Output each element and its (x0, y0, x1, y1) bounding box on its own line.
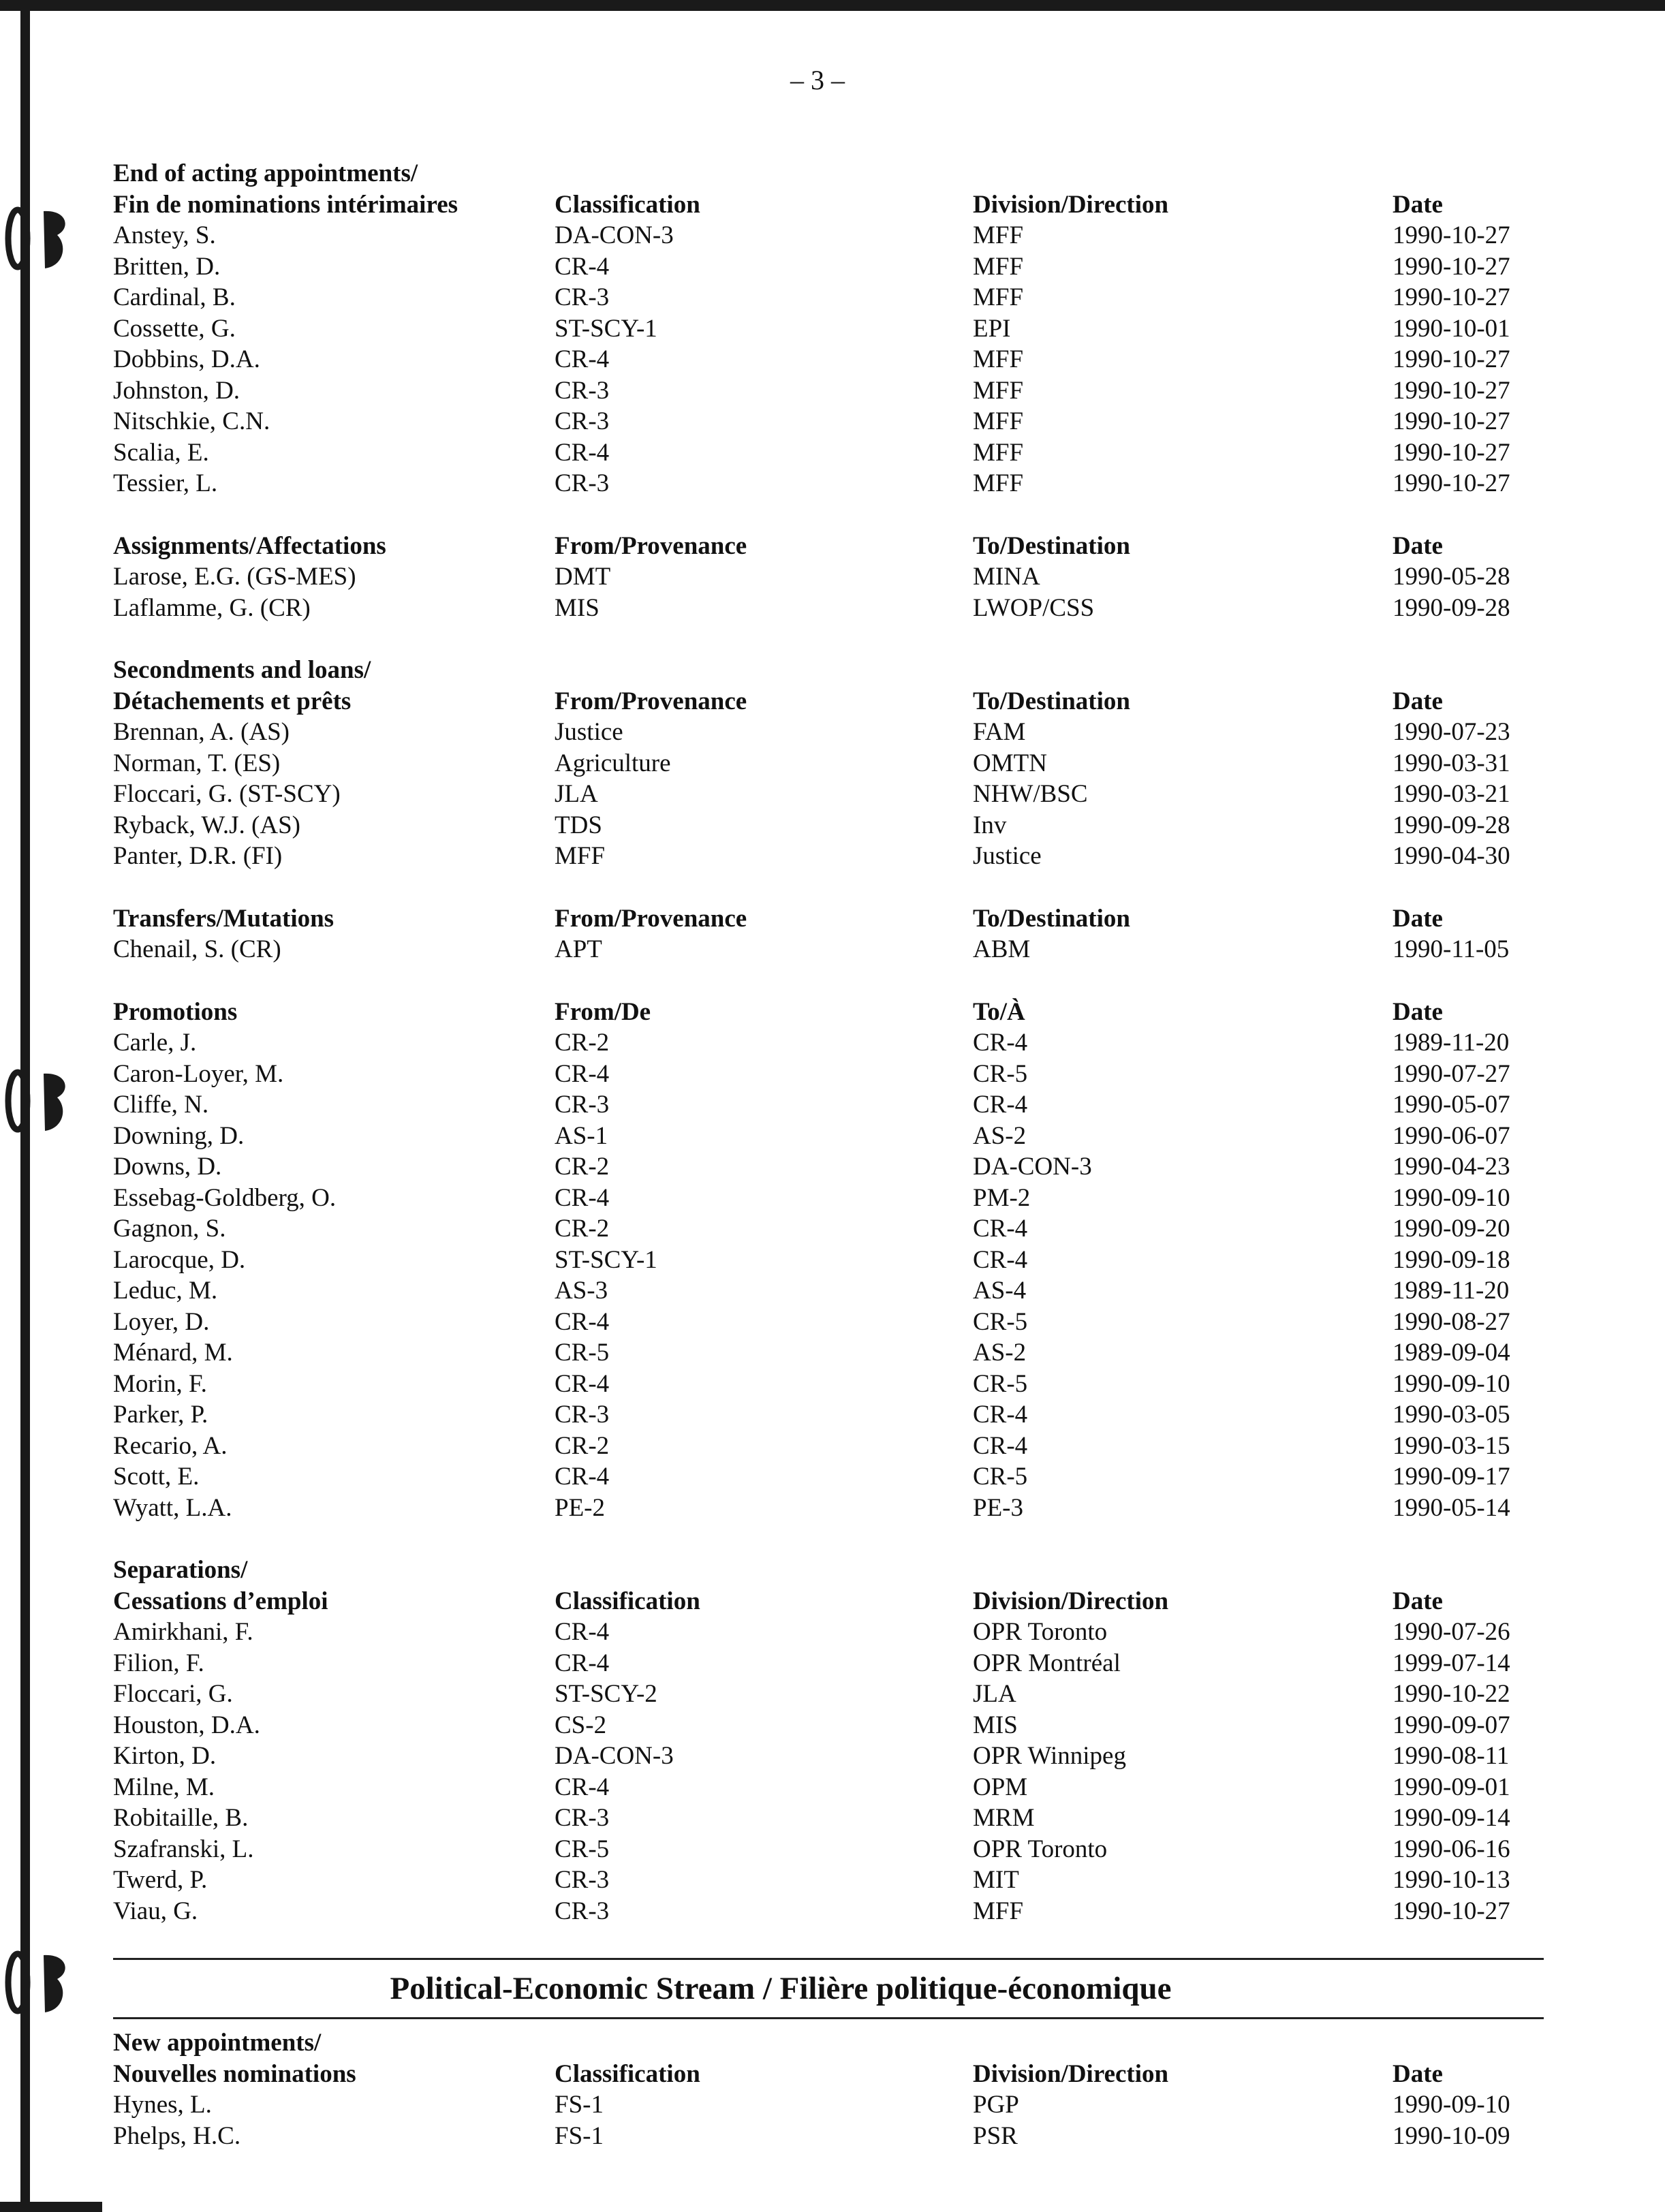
section-heading-row (113, 2059, 1544, 2090)
table-row (113, 220, 1544, 251)
column-spacer (555, 1555, 973, 1586)
table-row (113, 1151, 1544, 1183)
col-3-value: OPR Montréal (973, 1649, 1121, 1677)
column-header: Date (1392, 997, 1443, 1026)
section-heading-row (113, 686, 1544, 717)
col-2-value: CR-2 (555, 1431, 610, 1460)
employee-name: Nitschkie, C.N. (113, 407, 270, 435)
date-value: 1989-09-04 (1392, 1339, 1510, 1367)
column-header: To/Destination (973, 531, 1130, 560)
column-header: Division/Direction (973, 2059, 1169, 2088)
col-3-value: AS-2 (973, 1339, 1027, 1367)
col-2-value: CR-4 (555, 345, 610, 373)
col-3-value: CR-4 (973, 1245, 1028, 1274)
date-value: 1990-05-14 (1392, 1493, 1510, 1522)
binder-ring-mark (3, 198, 78, 279)
table-row (113, 1803, 1544, 1834)
date-value: 1990-09-18 (1392, 1245, 1510, 1274)
col-3-value: CR-4 (973, 1431, 1028, 1460)
col-3-value: CR-4 (973, 1215, 1028, 1243)
section-heading-row (113, 655, 1544, 686)
table-row (113, 593, 1544, 624)
col-2-value: ST-SCY-1 (555, 314, 657, 343)
column-header: Date (1392, 904, 1443, 933)
col-3-value: ABM (973, 935, 1031, 963)
date-value: 1990-10-27 (1392, 252, 1510, 281)
date-value: 1990-09-28 (1392, 811, 1510, 839)
column-header: To/À (973, 997, 1025, 1026)
date-value: 1990-03-15 (1392, 1431, 1510, 1460)
date-value: 1990-10-27 (1392, 469, 1510, 497)
personnel-section (113, 1555, 1544, 1927)
col-2-value: PE-2 (555, 1493, 605, 1522)
section-title: Secondments and loans/ (113, 656, 371, 684)
date-value: 1990-09-20 (1392, 1215, 1510, 1243)
column-header: Date (1392, 2059, 1443, 2088)
employee-name: Robitaille, B. (113, 1804, 249, 1832)
col-2-value: CR-4 (555, 1183, 610, 1212)
personnel-section (113, 158, 1544, 499)
binder-ring-mark (3, 1060, 78, 1142)
table-row (113, 1679, 1544, 1710)
scan-edge-top (0, 0, 1665, 11)
date-value: 1990-09-17 (1392, 1463, 1510, 1491)
col-3-value: DA-CON-3 (973, 1153, 1092, 1181)
employee-name: Cliffe, N. (113, 1091, 209, 1119)
col-3-value: CR-4 (973, 1401, 1028, 1429)
column-spacer (1392, 2027, 1544, 2059)
employee-name: Recario, A. (113, 1431, 228, 1460)
section-title: Détachements et prêts (113, 687, 352, 715)
employee-name: Milne, M. (113, 1773, 215, 1801)
col-2-value: MFF (555, 842, 606, 870)
col-3-value: MIT (973, 1866, 1019, 1894)
col-2-value: AS-1 (555, 1121, 608, 1150)
employee-name: Houston, D.A. (113, 1711, 260, 1739)
employee-name: Carle, J. (113, 1029, 197, 1057)
table-row (113, 282, 1544, 313)
column-header: To/Destination (973, 904, 1130, 933)
col-3-value: MFF (973, 469, 1024, 497)
col-3-value: CR-5 (973, 1059, 1028, 1088)
employee-name: Chenail, S. (CR) (113, 935, 281, 963)
col-2-value: CR-2 (555, 1153, 610, 1181)
column-spacer (973, 655, 1392, 686)
date-value: 1989-11-20 (1392, 1277, 1510, 1305)
date-value: 1990-03-05 (1392, 1401, 1510, 1429)
col-3-value: FAM (973, 718, 1026, 746)
section-heading-row (113, 1555, 1544, 1586)
binder-ring-mark (3, 1942, 78, 2023)
date-value: 1990-10-22 (1392, 1680, 1510, 1708)
col-2-value: CR-5 (555, 1339, 610, 1367)
col-2-value: DMT (555, 563, 611, 591)
table-row (113, 2089, 1544, 2121)
col-3-value: OPR Toronto (973, 1618, 1108, 1646)
col-3-value: OPR Winnipeg (973, 1742, 1126, 1770)
date-value: 1990-06-07 (1392, 1121, 1510, 1150)
column-header: Classification (555, 1587, 700, 1615)
col-3-value: MFF (973, 221, 1024, 249)
stream-section (113, 2027, 1544, 2151)
col-2-value: ST-SCY-2 (555, 1680, 657, 1708)
col-2-value: FS-1 (555, 2091, 604, 2119)
column-header: Date (1392, 531, 1443, 560)
date-value: 1990-07-23 (1392, 718, 1510, 746)
section-title: End of acting appointments/ (113, 159, 418, 187)
date-value: 1990-09-10 (1392, 1183, 1510, 1212)
col-2-value: Agriculture (555, 749, 671, 777)
col-2-value: CR-4 (555, 1059, 610, 1088)
table-row (113, 1337, 1544, 1369)
col-2-value: CR-3 (555, 1804, 610, 1832)
date-value: 1990-09-10 (1392, 2091, 1510, 2119)
table-row (113, 1399, 1544, 1431)
employee-name: Tessier, L. (113, 469, 218, 497)
table-row (113, 1896, 1544, 1927)
col-2-value: AS-3 (555, 1277, 608, 1305)
employee-name: Johnston, D. (113, 376, 240, 405)
personnel-section (113, 531, 1544, 624)
section-title: Promotions (113, 997, 238, 1026)
date-value: 1990-07-26 (1392, 1618, 1510, 1646)
section-title: Cessations d’emploi (113, 1587, 328, 1615)
employee-name: Kirton, D. (113, 1742, 217, 1770)
employee-name: Viau, G. (113, 1897, 198, 1925)
col-2-value: MIS (555, 593, 600, 622)
table-row (113, 779, 1544, 810)
date-value: 1990-10-13 (1392, 1866, 1510, 1894)
column-spacer (1392, 1555, 1544, 1586)
col-3-value: NHW/BSC (973, 780, 1088, 808)
col-2-value: ST-SCY-1 (555, 1245, 657, 1274)
table-row (113, 1461, 1544, 1493)
col-3-value: MIS (973, 1711, 1018, 1739)
table-row (113, 748, 1544, 779)
table-row (113, 375, 1544, 407)
table-row (113, 2121, 1544, 2152)
table-row (113, 841, 1544, 872)
date-value: 1990-10-27 (1392, 283, 1510, 311)
employee-name: Floccari, G. (113, 1680, 233, 1708)
column-spacer (555, 655, 973, 686)
col-3-value: PE-3 (973, 1493, 1023, 1522)
col-2-value: CR-4 (555, 1649, 610, 1677)
section-heading-row (113, 531, 1544, 562)
column-spacer (1392, 655, 1544, 686)
column-spacer (1392, 158, 1544, 189)
employee-name: Cossette, G. (113, 314, 236, 343)
col-2-value: JLA (555, 780, 598, 808)
employee-name: Britten, D. (113, 252, 221, 281)
col-2-value: CS-2 (555, 1711, 607, 1739)
table-row (113, 1089, 1544, 1121)
table-row (113, 1493, 1544, 1524)
col-2-value: CR-3 (555, 283, 610, 311)
section-title: Nouvelles nominations (113, 2059, 356, 2088)
stream-title: Political-Economic Stream / Filière politique-économique (390, 1971, 1172, 2006)
col-2-value: CR-3 (555, 376, 610, 405)
date-value: 1990-10-27 (1392, 407, 1510, 435)
table-row (113, 1617, 1544, 1648)
table-row (113, 1772, 1544, 1803)
date-value: 1990-09-14 (1392, 1804, 1510, 1832)
section-title: Fin de nominations intérimaires (113, 190, 458, 219)
section-heading-row (113, 903, 1544, 935)
table-row (113, 1275, 1544, 1307)
section-heading-row (113, 158, 1544, 189)
table-row (113, 1369, 1544, 1400)
scan-edge-bottom (0, 2202, 102, 2212)
date-value: 1989-11-20 (1392, 1029, 1510, 1057)
section-heading-row (113, 1586, 1544, 1617)
employee-name: Ryback, W.J. (AS) (113, 811, 300, 839)
column-spacer (555, 158, 973, 189)
col-2-value: CR-4 (555, 438, 610, 467)
col-2-value: CR-2 (555, 1215, 610, 1243)
column-spacer (973, 158, 1392, 189)
date-value: 1990-10-27 (1392, 1897, 1510, 1925)
col-2-value: TDS (555, 811, 602, 839)
section-title: Transfers/Mutations (113, 904, 334, 933)
employee-name: Phelps, H.C. (113, 2121, 241, 2150)
date-value: 1999-07-14 (1392, 1649, 1510, 1677)
date-value: 1990-08-11 (1392, 1742, 1510, 1770)
col-3-value: MFF (973, 407, 1024, 435)
column-header: From/Provenance (555, 531, 747, 560)
col-2-value: CR-4 (555, 252, 610, 281)
table-row (113, 1741, 1544, 1772)
table-row (113, 1213, 1544, 1245)
section-heading-row (113, 997, 1544, 1028)
table-row (113, 1834, 1544, 1865)
col-3-value: CR-5 (973, 1369, 1028, 1398)
col-2-value: DA-CON-3 (555, 221, 674, 249)
stream-bottom-rule (113, 2017, 1544, 2019)
table-row (113, 1027, 1544, 1059)
column-header: Date (1392, 1587, 1443, 1615)
date-value: 1990-03-31 (1392, 749, 1510, 777)
employee-name: Scalia, E. (113, 438, 209, 467)
date-value: 1990-10-01 (1392, 314, 1510, 343)
date-value: 1990-10-27 (1392, 345, 1510, 373)
col-3-value: AS-2 (973, 1121, 1027, 1150)
col-3-value: OPM (973, 1773, 1028, 1801)
table-row (113, 344, 1544, 375)
employee-name: Laflamme, G. (CR) (113, 593, 311, 622)
table-row (113, 1245, 1544, 1276)
employee-name: Ménard, M. (113, 1339, 233, 1367)
date-value: 1990-10-27 (1392, 221, 1510, 249)
col-2-value: CR-3 (555, 1897, 610, 1925)
employee-name: Filion, F. (113, 1649, 204, 1677)
table-row (113, 468, 1544, 499)
table-row (113, 1648, 1544, 1679)
employee-name: Scott, E. (113, 1463, 200, 1491)
col-2-value: CR-4 (555, 1618, 610, 1646)
employee-name: Brennan, A. (AS) (113, 718, 290, 746)
date-value: 1990-10-27 (1392, 376, 1510, 405)
col-3-value: Justice (973, 842, 1042, 870)
column-header: Classification (555, 2059, 700, 2088)
column-header: Classification (555, 190, 700, 219)
column-header: Date (1392, 190, 1443, 219)
column-header: From/De (555, 997, 651, 1026)
employee-name: Cardinal, B. (113, 283, 236, 311)
date-value: 1990-08-27 (1392, 1307, 1510, 1336)
col-3-value: PGP (973, 2091, 1019, 2119)
employee-name: Essebag-Goldberg, O. (113, 1183, 337, 1212)
column-header: Date (1392, 687, 1443, 715)
col-3-value: EPI (973, 314, 1011, 343)
date-value: 1990-10-27 (1392, 438, 1510, 467)
col-2-value: CR-5 (555, 1835, 610, 1863)
col-3-value: OMTN (973, 749, 1047, 777)
col-3-value: LWOP/CSS (973, 593, 1095, 622)
document-body (113, 158, 1544, 2183)
date-value: 1990-07-27 (1392, 1059, 1510, 1088)
column-spacer (555, 2027, 973, 2059)
col-2-value: CR-4 (555, 1369, 610, 1398)
col-3-value: PM-2 (973, 1183, 1031, 1212)
employee-name: Twerd, P. (113, 1866, 208, 1894)
employee-name: Morin, F. (113, 1369, 207, 1398)
col-3-value: MFF (973, 376, 1024, 405)
section-title: New appointments/ (113, 2029, 322, 2057)
employee-name: Larocque, D. (113, 1245, 246, 1274)
employee-name: Loyer, D. (113, 1307, 210, 1336)
col-3-value: Inv (973, 811, 1007, 839)
employee-name: Caron-Loyer, M. (113, 1059, 284, 1088)
col-2-value: CR-3 (555, 469, 610, 497)
col-2-value: CR-4 (555, 1463, 610, 1491)
employee-name: Parker, P. (113, 1401, 208, 1429)
column-spacer (973, 2027, 1392, 2059)
col-3-value: JLA (973, 1680, 1016, 1708)
section-title: Separations/ (113, 1556, 248, 1584)
employee-name: Gagnon, S. (113, 1215, 226, 1243)
personnel-section (113, 655, 1544, 872)
table-row (113, 406, 1544, 437)
date-value: 1990-09-07 (1392, 1711, 1510, 1739)
column-spacer (973, 1555, 1392, 1586)
table-row (113, 1431, 1544, 1462)
section-heading-row (113, 189, 1544, 221)
date-value: 1990-09-10 (1392, 1369, 1510, 1398)
table-row (113, 934, 1544, 965)
date-value: 1990-11-05 (1392, 935, 1510, 963)
date-value: 1990-10-09 (1392, 2121, 1510, 2150)
employee-name: Hynes, L. (113, 2091, 212, 2119)
table-row (113, 1865, 1544, 1896)
table-row (113, 251, 1544, 283)
personnel-section (113, 903, 1544, 965)
date-value: 1990-04-30 (1392, 842, 1510, 870)
table-row (113, 437, 1544, 469)
col-3-value: MFF (973, 1897, 1024, 1925)
col-3-value: CR-5 (973, 1463, 1028, 1491)
employee-name: Panter, D.R. (FI) (113, 842, 283, 870)
employee-name: Floccari, G. (ST-SCY) (113, 780, 341, 808)
employee-name: Wyatt, L.A. (113, 1493, 232, 1522)
employee-name: Dobbins, D.A. (113, 345, 260, 373)
col-2-value: CR-2 (555, 1029, 610, 1057)
col-2-value: FS-1 (555, 2121, 604, 2150)
column-header: From/Provenance (555, 687, 747, 715)
table-row (113, 810, 1544, 841)
col-2-value: DA-CON-3 (555, 1742, 674, 1770)
col-3-value: MINA (973, 563, 1040, 591)
col-3-value: CR-4 (973, 1029, 1028, 1057)
date-value: 1990-04-23 (1392, 1153, 1510, 1181)
table-row (113, 561, 1544, 593)
table-row (113, 1121, 1544, 1152)
date-value: 1990-03-21 (1392, 780, 1510, 808)
col-3-value: MFF (973, 283, 1024, 311)
table-row (113, 1183, 1544, 1214)
col-2-value: CR-3 (555, 1091, 610, 1119)
col-2-value: Justice (555, 718, 623, 746)
col-3-value: PSR (973, 2121, 1018, 2150)
employee-name: Amirkhani, F. (113, 1618, 253, 1646)
col-3-value: MFF (973, 438, 1024, 467)
date-value: 1990-09-28 (1392, 593, 1510, 622)
column-header: Division/Direction (973, 1587, 1169, 1615)
table-row (113, 313, 1544, 345)
col-2-value: CR-4 (555, 1307, 610, 1336)
page-number: – 3 – (790, 65, 845, 95)
section-title: Assignments/Affectations (113, 531, 386, 560)
col-2-value: CR-3 (555, 1866, 610, 1894)
col-3-value: CR-5 (973, 1307, 1028, 1336)
employee-name: Leduc, M. (113, 1277, 218, 1305)
column-header: Division/Direction (973, 190, 1169, 219)
table-row (113, 1059, 1544, 1090)
section-heading-row (113, 2027, 1544, 2059)
employee-name: Anstey, S. (113, 221, 216, 249)
personnel-section (113, 997, 1544, 1524)
employee-name: Szafranski, L. (113, 1835, 254, 1863)
col-3-value: AS-4 (973, 1277, 1027, 1305)
col-2-value: CR-3 (555, 1401, 610, 1429)
date-value: 1990-06-16 (1392, 1835, 1510, 1863)
col-2-value: CR-3 (555, 407, 610, 435)
date-value: 1990-05-28 (1392, 563, 1510, 591)
col-2-value: CR-4 (555, 1773, 610, 1801)
table-row (113, 1710, 1544, 1741)
column-header: To/Destination (973, 687, 1130, 715)
employee-name: Downs, D. (113, 1153, 222, 1181)
table-row (113, 717, 1544, 748)
col-3-value: MFF (973, 252, 1024, 281)
col-3-value: MFF (973, 345, 1024, 373)
date-value: 1990-09-01 (1392, 1773, 1510, 1801)
employee-name: Downing, D. (113, 1121, 245, 1150)
col-3-value: CR-4 (973, 1091, 1028, 1119)
employee-name: Norman, T. (ES) (113, 749, 281, 777)
date-value: 1990-05-07 (1392, 1091, 1510, 1119)
col-3-value: OPR Toronto (973, 1835, 1108, 1863)
column-header: From/Provenance (555, 904, 747, 933)
col-3-value: MRM (973, 1804, 1035, 1832)
employee-name: Larose, E.G. (GS-MES) (113, 563, 356, 591)
stream-heading (113, 1960, 1544, 2017)
table-row (113, 1307, 1544, 1338)
col-2-value: APT (555, 935, 602, 963)
